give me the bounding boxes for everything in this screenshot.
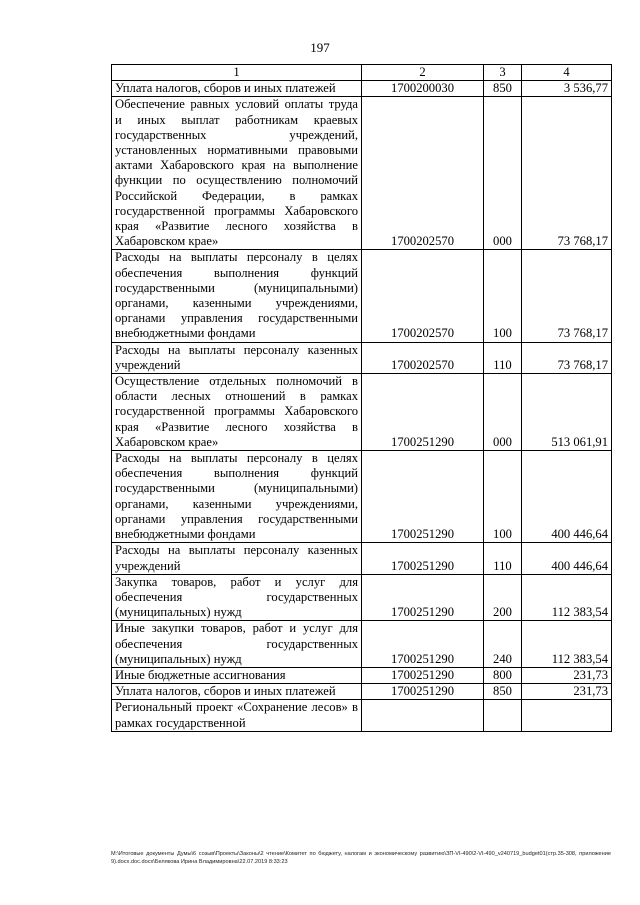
row-vr: 800 xyxy=(484,667,522,683)
row-name: Обеспечение равных условий оплаты труда и иных выплат работникам краевых государственных учреждений, установленных нормативными правовыми актами Хабаровского края на выполнение функции по осуществлению полномочий Российской Федерации, в рамках государственной программы Хабаровского края «Развитие лесного хозяйства в Хабаровском крае» xyxy=(112,97,362,250)
row-code xyxy=(362,700,484,731)
row-name: Иные закупки товаров, работ и услуг для обеспечения государственных (муниципальных) нужд xyxy=(112,621,362,668)
row-code: 1700251290 xyxy=(362,621,484,668)
row-code: 1700251290 xyxy=(362,574,484,621)
row-name: Расходы на выплаты персоналу в целях обеспечения выполнения функций государственными (муниципальными) органами, казенными учреждениями, органами управления государственными внебюджетными фондами xyxy=(112,250,362,342)
row-sum: 73 768,17 xyxy=(522,250,612,342)
column-header-name: 1 xyxy=(112,65,362,81)
row-sum: 400 446,64 xyxy=(522,543,612,574)
row-name: Расходы на выплаты персоналу в целях обеспечения выполнения функций государственными (муниципальными) органами, казенными учреждениями, органами управления государственными внебюджетными фондами xyxy=(112,451,362,543)
row-sum xyxy=(522,700,612,731)
row-sum: 231,73 xyxy=(522,667,612,683)
row-sum: 73 768,17 xyxy=(522,342,612,373)
table-row xyxy=(112,684,612,700)
table-row xyxy=(112,342,612,373)
row-sum: 400 446,64 xyxy=(522,451,612,543)
row-vr: 110 xyxy=(484,543,522,574)
row-code: 1700200030 xyxy=(362,81,484,97)
row-code: 1700202570 xyxy=(362,342,484,373)
file-path-footer: M:\Итоговые документы Думы\6 созыв\Проекты\Законы\2 чтение\Комитет по бюджету, налогам и экономическому развитию\ЗП-VI-490\2-VI-490_v240719_budget01(стр.35-308, приложение 9).docx.doc.docx\Белякова Ирина Владимировна\22.07.2019 8:33:23 xyxy=(111,851,611,865)
row-vr: 240 xyxy=(484,621,522,668)
row-vr: 200 xyxy=(484,574,522,621)
row-name: Региональный проект «Сохранение лесов» в рамках государственной xyxy=(112,700,362,731)
row-vr: 850 xyxy=(484,684,522,700)
table-row xyxy=(112,574,612,621)
table-row xyxy=(112,81,612,97)
row-vr: 850 xyxy=(484,81,522,97)
row-name: Осуществление отдельных полномочий в области лесных отношений в рамках государственной программы Хабаровского края «Развитие лесного хозяйства в Хабаровском крае» xyxy=(112,374,362,451)
row-vr: 000 xyxy=(484,374,522,451)
row-name: Расходы на выплаты персоналу казенных учреждений xyxy=(112,342,362,373)
row-code: 1700251290 xyxy=(362,667,484,683)
table-row xyxy=(112,543,612,574)
column-header-vr: 3 xyxy=(484,65,522,81)
row-sum: 112 383,54 xyxy=(522,574,612,621)
table-row xyxy=(112,250,612,342)
row-name: Расходы на выплаты персоналу казенных учреждений xyxy=(112,543,362,574)
row-code: 1700251290 xyxy=(362,374,484,451)
row-code: 1700202570 xyxy=(362,97,484,250)
row-name: Иные бюджетные ассигнования xyxy=(112,667,362,683)
table-row xyxy=(112,97,612,250)
row-code: 1700251290 xyxy=(362,684,484,700)
row-vr: 000 xyxy=(484,97,522,250)
row-vr: 110 xyxy=(484,342,522,373)
row-sum: 112 383,54 xyxy=(522,621,612,668)
page-number: 197 xyxy=(310,40,330,55)
row-code: 1700251290 xyxy=(362,543,484,574)
row-sum: 73 768,17 xyxy=(522,97,612,250)
table-row xyxy=(112,700,612,731)
column-header-sum: 4 xyxy=(522,65,612,81)
row-code: 1700202570 xyxy=(362,250,484,342)
row-name: Уплата налогов, сборов и иных платежей xyxy=(112,684,362,700)
table-row xyxy=(112,374,612,451)
table-row xyxy=(112,621,612,668)
table-row xyxy=(112,667,612,683)
row-sum: 3 536,77 xyxy=(522,81,612,97)
budget-table xyxy=(111,64,612,732)
row-name: Уплата налогов, сборов и иных платежей xyxy=(112,81,362,97)
row-sum: 231,73 xyxy=(522,684,612,700)
table-row xyxy=(112,451,612,543)
column-header-code: 2 xyxy=(362,65,484,81)
table-header-row xyxy=(112,65,612,81)
row-code: 1700251290 xyxy=(362,451,484,543)
row-vr: 100 xyxy=(484,250,522,342)
row-name: Закупка товаров, работ и услуг для обеспечения государственных (муниципальных) нужд xyxy=(112,574,362,621)
row-vr: 100 xyxy=(484,451,522,543)
row-vr xyxy=(484,700,522,731)
row-sum: 513 061,91 xyxy=(522,374,612,451)
